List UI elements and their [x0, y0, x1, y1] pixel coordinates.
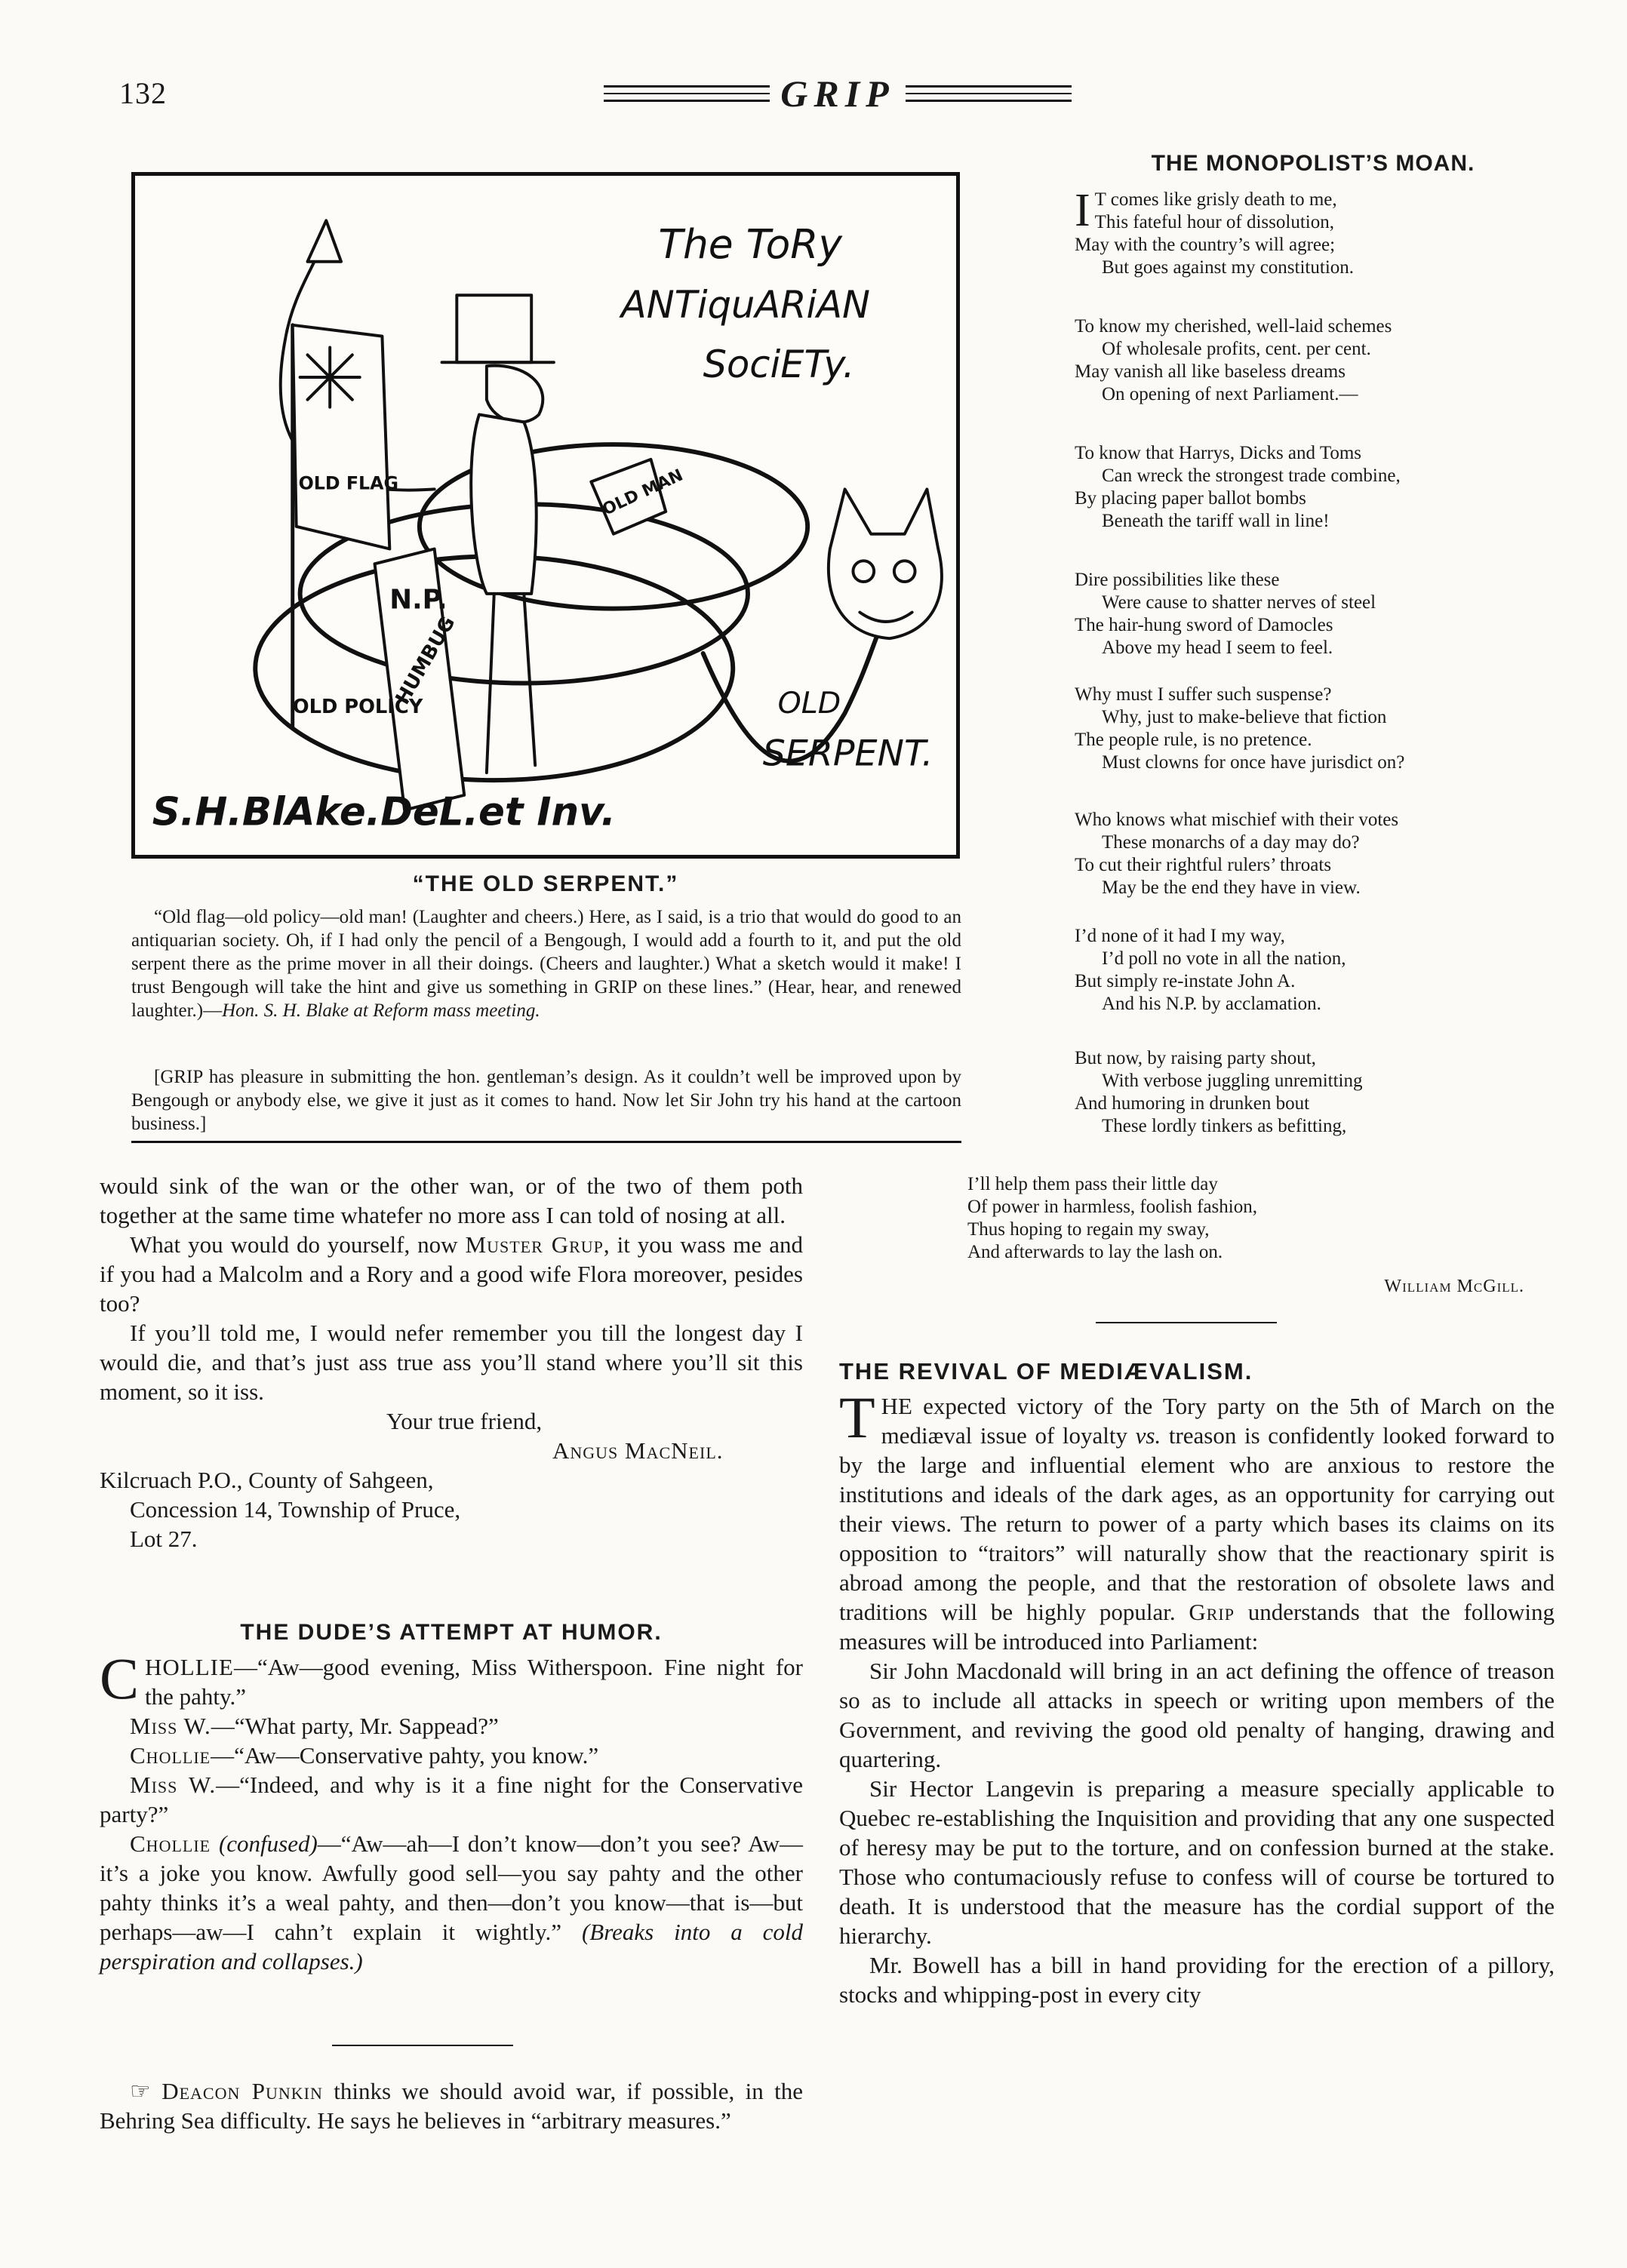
- revival-paragraph: Sir John Macdonald will bring in an act defining the offence of treason so as to include all attacks in speech or writing upon members of the Government, and reviving the good old penalty of hanging, drawing and quartering.: [839, 1658, 1555, 1772]
- policy-label: OLD POLICY: [292, 696, 423, 719]
- old-man-leg-right: [524, 594, 535, 765]
- poem-line: I’d poll no vote in all the nation,: [1102, 948, 1346, 969]
- poem-line: With verbose juggling unremitting: [1102, 1071, 1363, 1091]
- man-label: OLD MAN: [599, 466, 687, 520]
- dude-line: CHOLLIE—“Aw—good evening, Miss Witherspoon. Fine night for the pahty.”: [100, 1646, 803, 1711]
- poem-stanza-9: [967, 1173, 1511, 1264]
- poem-line: Beneath the tariff wall in line!: [1102, 511, 1330, 531]
- deacon-paragraph: ☞ Deacon Punkin thinks we should avoid war, if possible, in the Behring Sea difficulty. He says he believes in “arbitrary measures.”: [100, 2078, 804, 2134]
- cartoon-drawing: [135, 176, 956, 855]
- masthead: [604, 71, 1072, 116]
- poem-line: May vanish all like baseless dreams: [1075, 361, 1346, 382]
- masthead-rule-left: [604, 85, 770, 102]
- poem-dropcap: I: [1075, 185, 1090, 236]
- poem-line: Why must I suffer such suspense?: [1075, 684, 1332, 705]
- poem-line: This fateful hour of dissolution,: [1094, 212, 1334, 232]
- revival-paragraph: Sir Hector Langevin is preparing a measure specially applicable to Quebec re-establishing the Inquisition and providing that any one suspected of heresy may be put to the torture, and on confession burned at the stake. Those who contumaciously refuse to confess will of course be tortured to death. It is understood that the measure has the cordial support of the hierarchy.: [839, 1775, 1555, 1949]
- poem-line: To cut their rightful rulers’ throats: [1075, 855, 1332, 875]
- letter-signature: Angus MacNeil.: [552, 1437, 724, 1464]
- old-man-hat: [457, 295, 531, 362]
- poem-line: Thus hoping to regain my sway,: [967, 1219, 1210, 1240]
- poem-line: These lordly tinkers as befitting,: [1102, 1116, 1347, 1136]
- letter-closing: Your true friend,: [386, 1408, 543, 1434]
- letter-paragraph: What you would do yourself, now Muster Grup, it you wass me and if you had a Malcolm and a Rory and a good wife Flora moreover, pesides too?: [100, 1231, 803, 1317]
- poem-line: May with the country’s will agree;: [1075, 235, 1336, 255]
- cartoon-title-line-2: ANTiquARiAN: [620, 282, 871, 327]
- revival-title: THE REVIVAL OF MEDIÆVALISM.: [839, 1358, 1253, 1384]
- poem-stanza-1: [1075, 185, 1565, 279]
- letter-paragraph: If you’ll told me, I would nefer remember you till the longest day I would die, and that’s just ass true ass you’ll stand where you’ll sit this moment, so it iss.: [100, 1320, 803, 1405]
- poem-line: On opening of next Parliament.—: [1102, 384, 1358, 404]
- poem-stanza-8: [1075, 1047, 1565, 1138]
- poem-line: Dire possibilities like these: [1075, 570, 1280, 590]
- poem-line: By placing paper ballot bombs: [1075, 488, 1306, 509]
- poem-line: And afterwards to lay the lash on.: [967, 1242, 1223, 1262]
- flag-label: OLD FLAG: [298, 472, 399, 494]
- poem-line: I’ll help them pass their little day: [967, 1174, 1218, 1194]
- revival-paragraph: Mr. Bowell has a bill in hand providing for the erection of a pillory, stocks and whipping-post in every city: [839, 1952, 1555, 2008]
- letter-body: [100, 1171, 803, 1553]
- caption-divider: [131, 1141, 961, 1143]
- poem-line: But now, by raising party shout,: [1075, 1048, 1316, 1068]
- dude-dropcap: C: [100, 1646, 140, 1711]
- poem-line: Above my head I seem to feel.: [1102, 638, 1333, 658]
- revival-dropcap: T: [839, 1384, 875, 1450]
- poem-line: The hair-hung sword of Damocles: [1075, 615, 1333, 635]
- humbug-label: HUMBUG: [391, 612, 460, 709]
- pointing-hand-icon: ☞: [130, 2078, 151, 2104]
- cartoon-title-line-1: The ToRy: [658, 220, 842, 268]
- cartoon-caption-note: [GRIP has pleasure in submitting the hon. gentleman’s design. As it couldn’t well be improved upon by Bengough or anybody else, we give it just as it comes to hand. Now let Sir John try his hand at the cartoon business.]: [131, 1067, 961, 1134]
- poem-line: Who knows what mischief with their votes: [1075, 810, 1399, 830]
- letter-paragraph: would sink of the wan or the other wan, or of the two of them poth together at the same time whatefer no more ass I can told of nosing at all.: [100, 1172, 803, 1228]
- cartoon-illustration: [131, 172, 960, 859]
- poem-line: But goes against my constitution.: [1102, 257, 1355, 278]
- letter-address-line: Lot 27.: [130, 1526, 198, 1552]
- poem-stanza-6: [1075, 809, 1565, 899]
- dude-line: Chollie (confused)—“Aw—ah—I don’t know—don’t you see? Aw—it’s a joke you know. Awfully good sell—you say pahty and the other pahty thinks it’s a weal pahty, and then—don’t you know—that is—but perhaps—aw—I cahn’t explain it wightly.” (Breaks into a cold perspiration and collapses.): [100, 1830, 804, 1975]
- letter-address-line: Concession 14, Township of Pruce,: [130, 1496, 461, 1523]
- page-number: 132: [119, 76, 167, 110]
- cartoon-caption-title: “THE OLD SERPENT.”: [412, 871, 679, 896]
- old-man-head: [487, 366, 543, 423]
- poem-line: Were cause to shatter nerves of steel: [1102, 592, 1376, 613]
- poem-line: To know my cherished, well-laid schemes: [1075, 316, 1392, 337]
- dude-line: Miss W.—“What party, Mr. Sappead?”: [130, 1713, 499, 1739]
- poem-stanza-7: [1075, 925, 1565, 1016]
- serpent-head: [829, 489, 942, 638]
- poem-stanza-5: [1075, 684, 1565, 774]
- np-label: N.P.: [389, 584, 448, 616]
- poem-line: But simply re-instate John A.: [1075, 971, 1296, 991]
- poem-line: To know that Harrys, Dicks and Toms: [1075, 443, 1362, 463]
- poem-line: These monarchs of a day may do?: [1102, 832, 1360, 853]
- poem-line: The people rule, is no pretence.: [1075, 730, 1312, 750]
- quote-text: “Old flag—old policy—old man! (Laughter and cheers.) Here, as I said, is a trio that would do good to an antiquarian society. Oh, if I had only the pencil of a Bengough, I would add a fourth to it, and put the old serpent there as the prime mover in all their doings. (Cheers and laughter.) What a sketch would it make! I trust Bengough will take the hint and give us something in GRIP on these lines.” (Hear, hear, and renewed laughter.)—: [131, 907, 961, 1021]
- poem-line: T comes like grisly death to me,: [1094, 189, 1337, 210]
- poem-line: Of wholesale profits, cent. per cent.: [1102, 339, 1371, 359]
- poem-divider: [1096, 1322, 1277, 1323]
- cartoon-caption-quote: [131, 905, 961, 1022]
- dude-line: Miss W.—“Indeed, and why is it a fine night for the Conservative party?”: [100, 1772, 803, 1827]
- dude-divider: [332, 2045, 513, 2046]
- serpent-label-line-2: SERPENT.: [762, 733, 933, 775]
- dude-line: Chollie—“Aw—Conservative pahty, you know.”: [130, 1742, 599, 1769]
- poem-line: Why, just to make-believe that fiction: [1102, 707, 1387, 727]
- cartoon-signature: S.H.BlAke.DeL.et Inv.: [152, 789, 616, 835]
- revival-paragraph: THE expected victory of the Tory party on the 5th of March on the mediæval issue of loyalty vs. treason is confidently looked forward to by the large and influential element who are anxious to restore the institutions and ideals of the dark ages, as an opportunity for carrying out their views. The return to power of a party which bases its claims on its opposition to “traitors” will naturally show that the reactionary spirit is abroad among the people, and that the restoration of obsolete laws and traditions will be highly popular. Grip understands that the following measures will be introduced into Parliament:: [839, 1384, 1555, 1655]
- poem-stanza-4: [1075, 569, 1565, 659]
- poem-line: And his N.P. by acclamation.: [1102, 994, 1321, 1014]
- poem-line: And humoring in drunken bout: [1075, 1093, 1310, 1114]
- poem-line: Of power in harmless, foolish fashion,: [967, 1197, 1257, 1217]
- serpent-label-line-1: OLD: [777, 686, 841, 721]
- poem-line: Must clowns for once have jurisdict on?: [1102, 752, 1405, 773]
- dude-body: [100, 1646, 804, 1976]
- poem-line: May be the end they have in view.: [1102, 877, 1361, 898]
- masthead-title: GRIP: [780, 72, 895, 115]
- letter-address-line: Kilcruach P.O., County of Sahgeen,: [100, 1467, 434, 1493]
- flag-cloth: [293, 325, 390, 549]
- cartoon-title-line-3: SociETy.: [703, 343, 855, 387]
- masthead-rule-right: [906, 85, 1072, 102]
- poem-title: THE MONOPOLIST’S MOAN.: [1151, 151, 1475, 176]
- poem-stanza-2: [1075, 315, 1565, 406]
- poem-line: I’d none of it had I my way,: [1075, 926, 1285, 946]
- revival-body: [839, 1384, 1555, 2009]
- serpent-arrowhead: [308, 220, 342, 261]
- poem-line: Can wreck the strongest trade combine,: [1102, 466, 1401, 486]
- flag-star: [300, 347, 360, 407]
- old-man-body: [471, 414, 537, 593]
- quote-source: Hon. S. H. Blake at Reform mass meeting.: [222, 1000, 540, 1021]
- poem-author: William McGill.: [1384, 1277, 1524, 1296]
- poem-stanza-3: [1075, 442, 1565, 533]
- dude-title: THE DUDE’S ATTEMPT AT HUMOR.: [240, 1620, 663, 1645]
